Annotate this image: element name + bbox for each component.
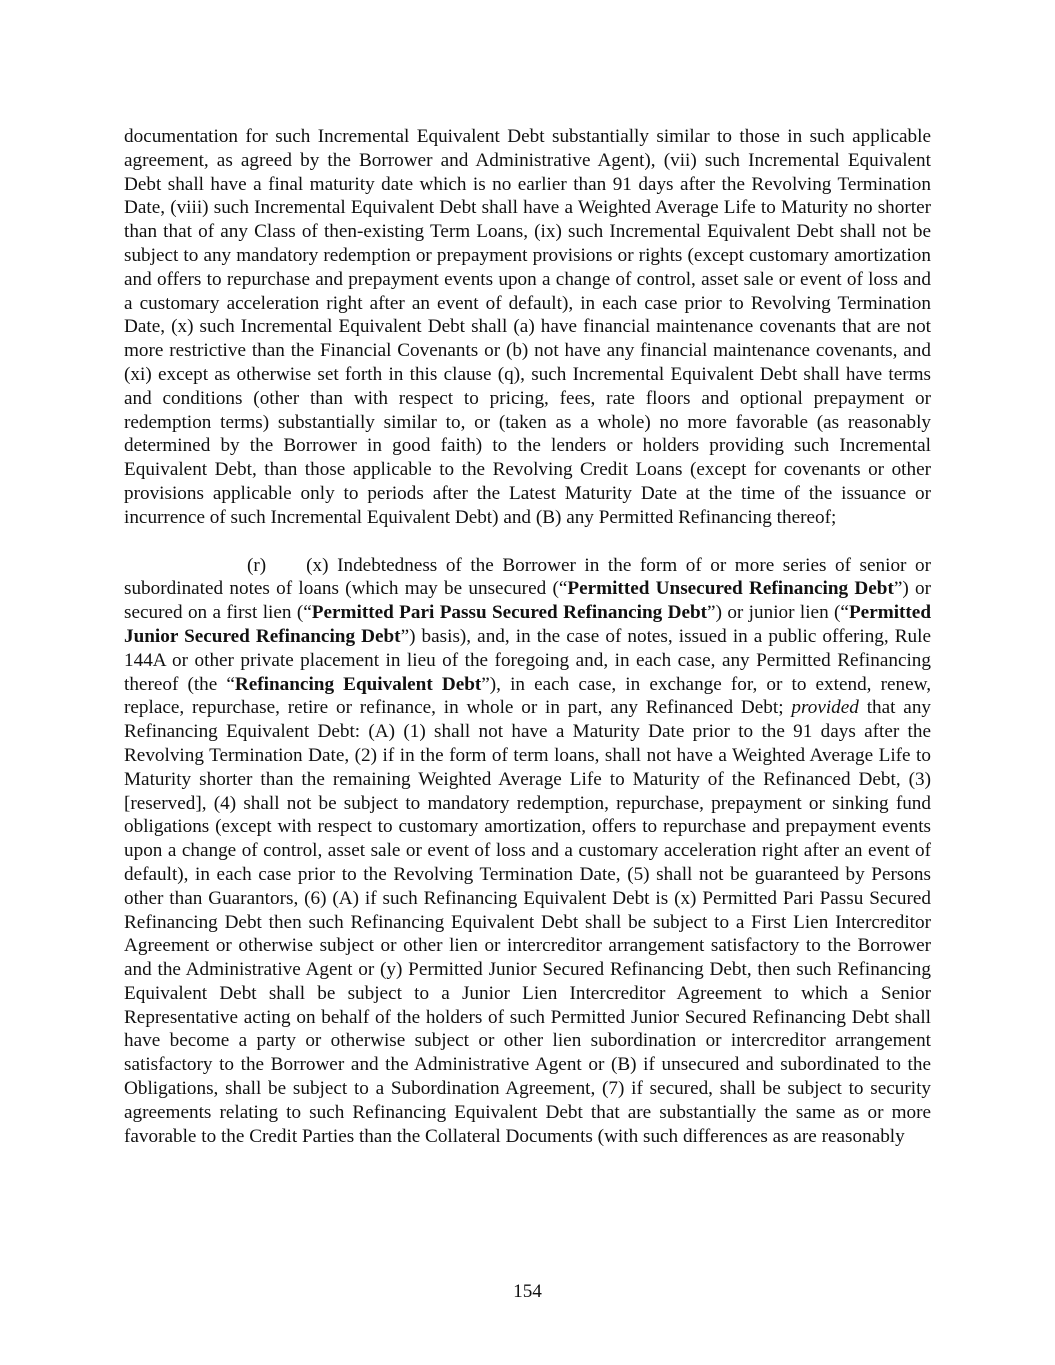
page-number: 154	[513, 1281, 542, 1302]
clause-text: ”) basis), and, in the case of notes, issued in a public offering, Rule 144A or other private placement in lieu of the foregoing and, in each case, any Permitted Refinancing thereof (the “	[124, 625, 931, 695]
document-page	[124, 125, 931, 1148]
clause-text: ”) or junior lien (“	[707, 602, 849, 624]
defined-term: Permitted Unsecured Refinancing Debt	[567, 578, 894, 600]
clause-text: (x) Indebtedness of the Borrower in the form of or more series of senior or subordinated notes of loans (which may be unsecured (“	[124, 554, 931, 600]
paragraph-q-continued: documentation for such Incremental Equivalent Debt substantially similar to those in such applicable agreement, as agreed by the Borrower and Administrative Agent), (vii) such Incremental Equivalent Debt shall have a final maturity date which is no earlier than 91 days after the Revolving Termination Date, (viii) such Incremental Equivalent Debt shall have a Weighted Average Life to Maturity no shorter than that of any Class of then-existing Term Loans, (ix) such Incremental Equivalent Debt shall not be subject to any mandatory redemption or prepayment provisions or rights (except customary amortization and offers to repurchase and prepayment events upon a change of control, asset sale or event of loss and a customary acceleration right after an event of default), in each case prior to Revolving Termination Date, (x) such Incremental Equivalent Debt shall (a) have financial maintenance covenants that are not more restrictive than the Financial Covenants or (b) not have any financial maintenance covenants, and (xi) except as otherwise set forth in this clause (q), such Incremental Equivalent Debt shall have terms and conditions (other than with respect to pricing, fees, rate floors and optional prepayment or redemption terms) substantially similar to, or (taken as a whole) no more favorable (as reasonably determined by the Borrower in good faith) to the lenders or holders providing such Incremental Equivalent Debt, than those applicable to the Revolving Credit Loans (except for covenants or other provisions applicable only to periods after the Latest Maturity Date at the time of the issuance or incurrence of such Incremental Equivalent Debt) and (B) any Permitted Refinancing thereof;	[124, 126, 931, 528]
clause-text: ”) or secured on a first lien (“	[124, 578, 932, 624]
proviso-keyword: provided	[791, 697, 859, 719]
defined-term: Permitted Pari Passu Secured Refinancing Debt	[311, 602, 708, 624]
defined-term: Refinancing Equivalent Debt	[234, 673, 482, 695]
clause-text: ”), in each case, in exchange for, or to extend, renew, replace, repurchase, retire or refinance, in whole or in part, any Refinanced Debt;	[124, 673, 931, 719]
clause-label: (r)	[247, 554, 267, 576]
clause-text: that any Refinancing Equivalent Debt: (A) (1) shall not have a Maturity Date prior to the 91 days after the Revolving Termination Date, (2) if in the form of term loans, shall not have a Weighted Average Life to Maturity shorter than the remaining Weighted Average Life to Maturity of the Refinanced Debt, (3) [reserved], (4) shall not be subject to mandatory redemption, repurchase, prepayment or sinking fund obligations (except with respect to customary amortization, offers to repurchase and prepayment events upon a change of control, asset sale or event of loss and a customary acceleration right after an event of default), in each case prior to the Revolving Termination Date, (5) shall not be guaranteed by Persons other than Guarantors, (6) (A) if such Refinancing Equivalent Debt is (x) Permitted Pari Passu Secured Refinancing Debt then such Refinancing Equivalent Debt shall be subject to a First Lien Intercreditor Agreement or otherwise subject or other lien or intercreditor arrangement satisfactory to the Borrower and the Administrative Agent or (y) Permitted Junior Secured Refinancing Debt, then such Refinancing Equivalent Debt shall be subject to a Junior Lien Intercreditor Agreement to which a Senior Representative acting on behalf of the holders of such Permitted Junior Secured Refinancing Debt shall have become a party or otherwise subject or other lien subordination or intercreditor arrangement satisfactory to the Borrower and the Administrative Agent or (B) if unsecured and subordinated to the Obligations, shall be subject to a Subordination Agreement, (7) if secured, shall be subject to security agreements relating to such Refinancing Equivalent Debt that are substantially the same as or more favorable to the Credit Parties than the Collateral Documents (with such differences as are reasonably	[124, 697, 932, 1147]
paragraph-r	[124, 554, 931, 1149]
defined-term: Permitted Junior Secured Refinancing Debt	[124, 602, 931, 647]
